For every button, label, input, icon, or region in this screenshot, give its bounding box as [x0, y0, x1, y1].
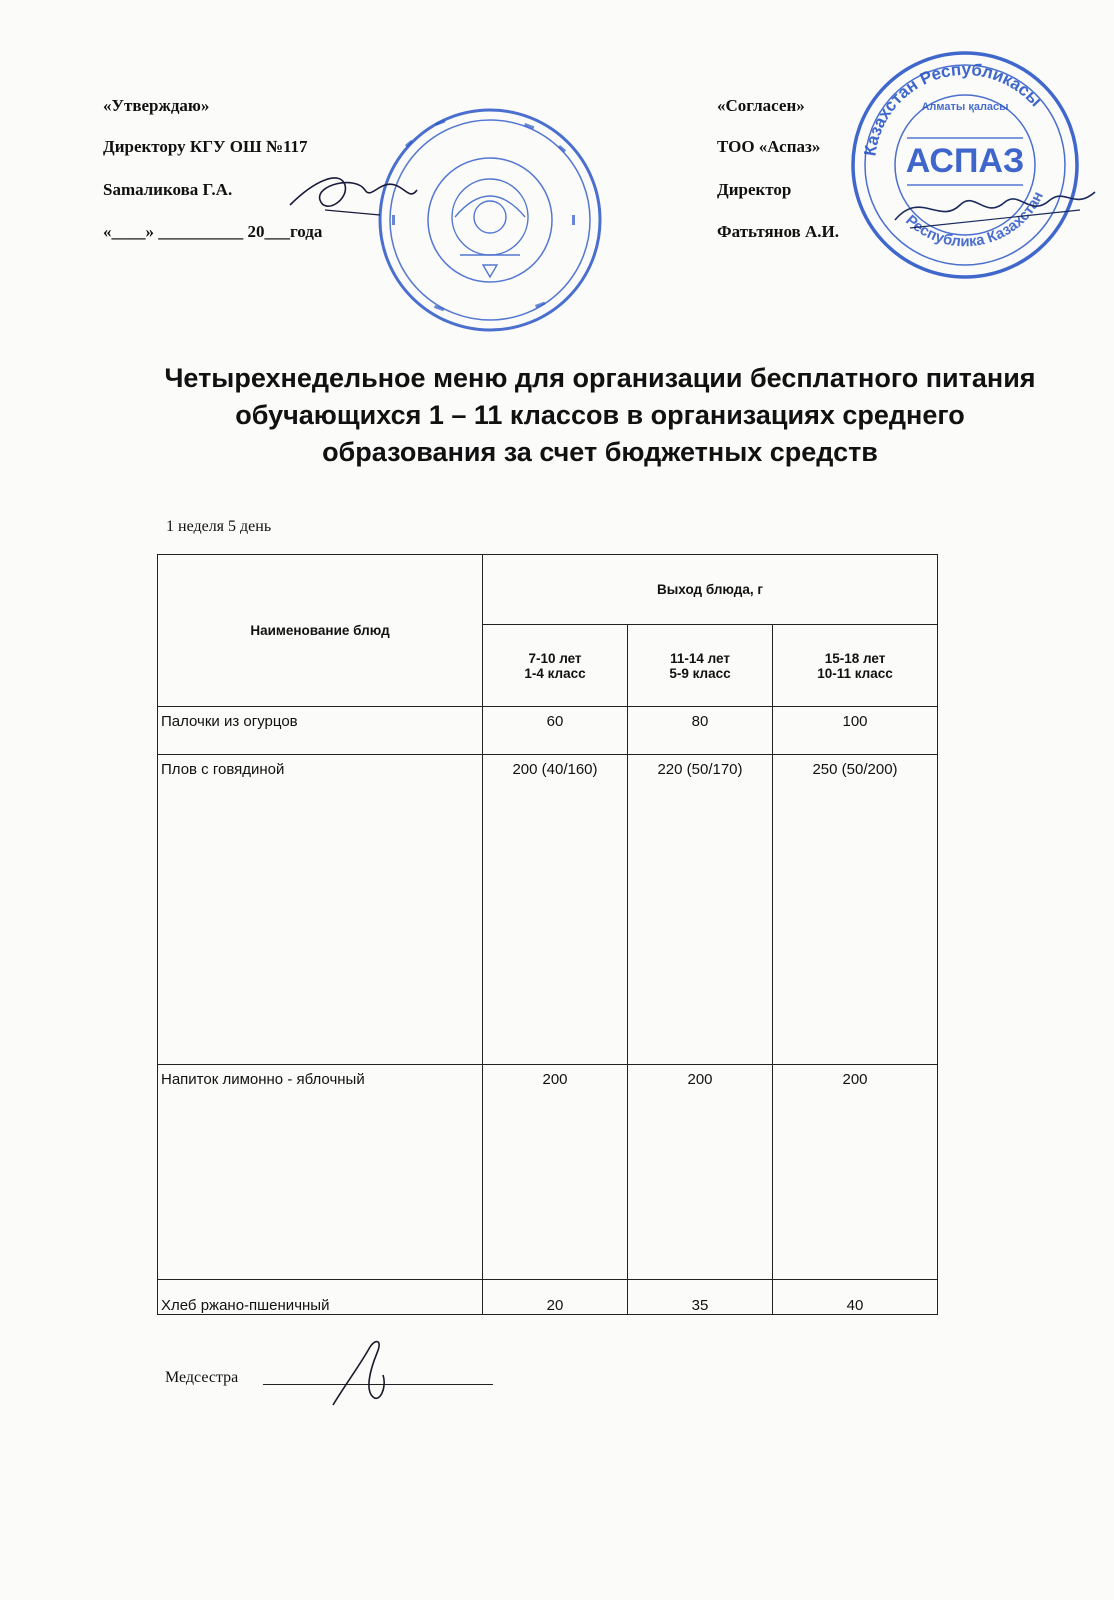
age-label: 15-18 лет: [824, 650, 886, 666]
portion-value: 200: [773, 1065, 938, 1280]
stamp-top-text: Казахстан Республикасы: [860, 59, 1046, 158]
age-group-header: [483, 625, 628, 707]
portion-value: 250 (50/200): [773, 755, 938, 1065]
approve-date-line: «____» __________ 20___года: [103, 222, 323, 241]
dish-name: Палочки из огурцов: [158, 707, 483, 755]
aspaz-signature: [890, 180, 1100, 240]
age-label: 7-10 лет: [528, 650, 582, 666]
director-signature: [285, 160, 425, 230]
approve-heading: «Утверждаю»: [103, 96, 210, 115]
agree-org: ТОО «Аспаз»: [717, 137, 821, 156]
agree-name: Фатьтянов А.И.: [717, 222, 839, 241]
grade-label: 1-4 класс: [524, 665, 586, 681]
dish-name: Напиток лимонно - яблочный: [158, 1065, 483, 1280]
portion-value: 80: [628, 707, 773, 755]
approve-position: Директору КГУ ОШ №117: [103, 137, 308, 156]
age-label: 11-14 лет: [670, 650, 730, 666]
age-group-header: [628, 625, 773, 707]
portion-value: 220 (50/170): [628, 755, 773, 1065]
stamp-sub-text: Алматы қаласы: [921, 101, 1009, 113]
table-row: [158, 1280, 938, 1315]
grade-label: 5-9 класс: [669, 665, 731, 681]
menu-table: [157, 554, 938, 1315]
table-row: [158, 1065, 938, 1280]
stamp-bottom-text: Республика Казахстан: [902, 188, 1047, 251]
portion-value: 100: [773, 707, 938, 755]
portion-value: 60: [483, 707, 628, 755]
dish-name: Хлеб ржано-пшеничный: [158, 1280, 483, 1315]
col-dish-header: Наименование блюд: [158, 555, 483, 707]
nurse-signature: [325, 1335, 405, 1410]
portion-value: 200: [483, 1065, 628, 1280]
agree-heading: «Согласен»: [717, 96, 805, 115]
document-title: Четырехнедельное меню для организации бесплатного питания обучающихся 1 – 11 классов в организациях среднего образования за счет бюджетных средств: [164, 363, 1036, 467]
aspaz-stamp: [845, 40, 1085, 280]
stamp-logo-text: АСПАЗ: [905, 142, 1025, 180]
portion-value: 200: [628, 1065, 773, 1280]
table-row: [158, 707, 938, 755]
dish-name: Плов с говядиной: [158, 755, 483, 1065]
age-group-header: [773, 625, 938, 707]
approve-name: Samaликова Г.А.: [103, 180, 233, 199]
agree-position: Директор: [717, 180, 792, 199]
table-row: [158, 755, 938, 1065]
portion-value: 40: [773, 1280, 938, 1315]
portion-value: 35: [628, 1280, 773, 1315]
portion-value: 20: [483, 1280, 628, 1315]
col-output-header: Выход блюда, г: [483, 555, 938, 625]
nurse-label: Медсестра: [165, 1369, 239, 1386]
portion-value: 200 (40/160): [483, 755, 628, 1065]
week-day-label: 1 неделя 5 день: [166, 518, 272, 535]
grade-label: 10-11 класс: [817, 665, 893, 681]
